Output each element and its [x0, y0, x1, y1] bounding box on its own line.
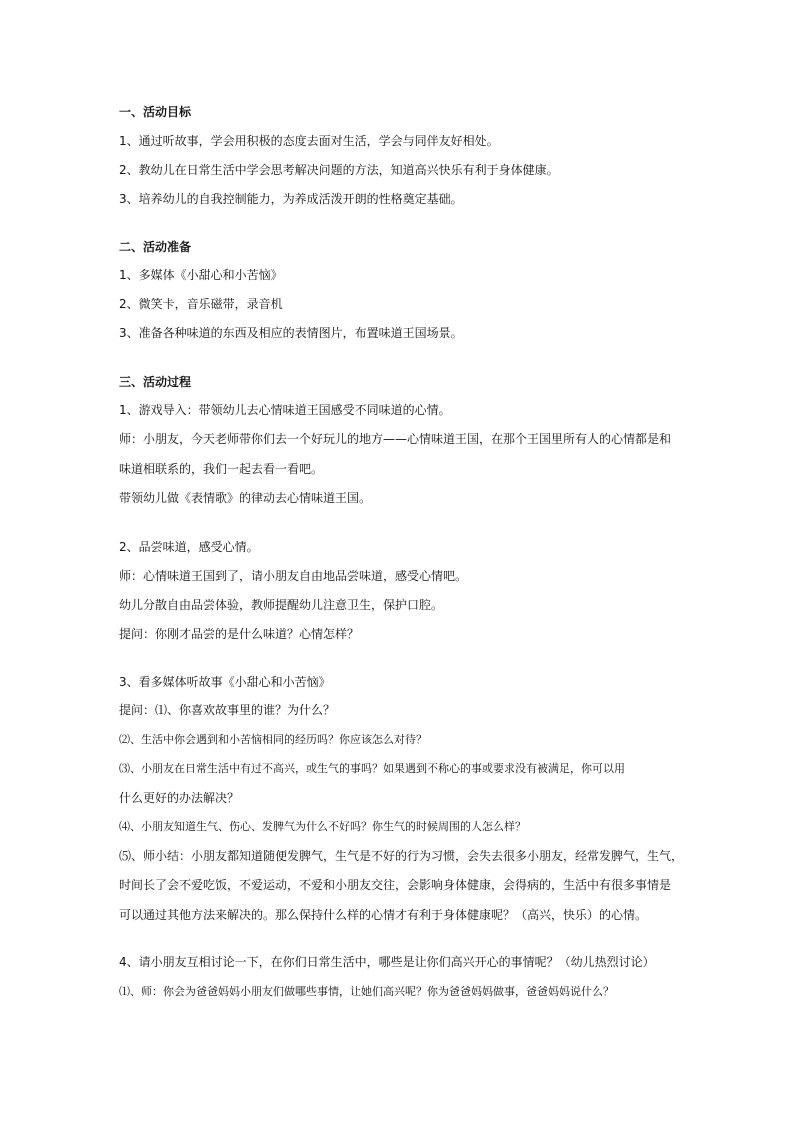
step3-summary-line-3: 可以通过其他方法来解决的。那么保持什么样的心情才有利于身体健康呢？（高兴，快乐）的心情。 [119, 908, 648, 922]
step1-title: 1、游戏导入：带领幼儿去心情味道王国感受不同味道的心情。 [119, 403, 451, 417]
step3-question-1: 提问：⑴、你喜欢故事里的谁？为什么？ [119, 703, 336, 717]
goal-item-3: 3、培养幼儿的自我控制能力，为养成活泼开朗的性格奠定基础。 [119, 192, 463, 206]
step2-line-2: 师：心情味道王国到了，请小朋友自由地品尝味道，感受心情吧。 [119, 569, 468, 583]
step1-line-3: 味道相联系的，我们一起去看一看吧。 [119, 462, 324, 476]
step1-line-4: 带领幼儿做《表情歌》的律动去心情味道王国。 [119, 491, 372, 505]
preparation-item-3: 3、准备各种味道的东西及相应的表情图片，布置味道王国场景。 [119, 326, 463, 340]
step3-title: 3、看多媒体听故事《小甜心和小苦恼》 [119, 675, 331, 689]
step3-summary-line-2: 时间长了会不爱吃饭，不爱运动，不爱和小朋友交往，会影响身体健康，会得病的，生活中有很多事情是 [119, 878, 672, 892]
preparation-item-2: 2、微笑卡，音乐磁带，录音机 [119, 297, 283, 311]
section-heading-goals: 一、活动目标 [119, 105, 192, 119]
step4-question-1: ⑴、师：你会为爸爸妈妈小朋友们做哪些事情，让她们高兴呢？你为爸爸妈妈做事，爸爸妈妈说什么？ [119, 985, 614, 998]
step3-question-3-cont: 什么更好的办法解决？ [119, 791, 240, 805]
goal-item-2: 2、教幼儿在日常生活中学会思考解决问题的方法，知道高兴快乐有利于身体健康。 [119, 163, 559, 177]
step2-line-3: 幼儿分散自由品尝体验，教师提醒幼儿注意卫生，保护口腔。 [119, 598, 444, 612]
step2-line-4: 提问：你刚才品尝的是什么味道？心情怎样？ [119, 627, 360, 641]
goal-item-1: 1、通过听故事，学会用积极的态度去面对生活，学会与同伴友好相处。 [119, 134, 499, 148]
step3-summary-line-1: ⑸、师小结：小朋友都知道随便发脾气，生气是不好的行为习惯，会失去很多小朋友，经常发脾气，生气， [119, 849, 684, 863]
step3-question-2: ⑵、生活中你会遇到和小苦恼相同的经历吗？你应该怎么对待？ [119, 733, 427, 746]
step2-title: 2、品尝味道，感受心情。 [119, 540, 259, 554]
preparation-item-1: 1、多媒体《小甜心和小苦恼》 [119, 268, 283, 282]
step3-question-4: ⑷、小朋友知道生气、伤心、发脾气为什么不好吗？你生气的时候周围的人怎么样？ [119, 820, 526, 833]
step1-line-2: 师：小朋友，今天老师带你们去一个好玩儿的地方——心情味道王国，在那个王国里所有人的心情都是和 [119, 432, 672, 446]
step3-question-3: ⑶、小朋友在日常生活中有过不高兴，或生气的事吗？如果遇到不称心的事或要求没有被满足，你可以用 [119, 762, 625, 775]
section-heading-preparation: 二、活动准备 [119, 240, 192, 254]
step4-title: 4、请小朋友互相讨论一下，在你们日常生活中，哪些是让你们高兴开心的事情呢？（幼儿热烈讨论） [119, 955, 655, 969]
section-heading-process: 三、活动过程 [119, 375, 192, 389]
